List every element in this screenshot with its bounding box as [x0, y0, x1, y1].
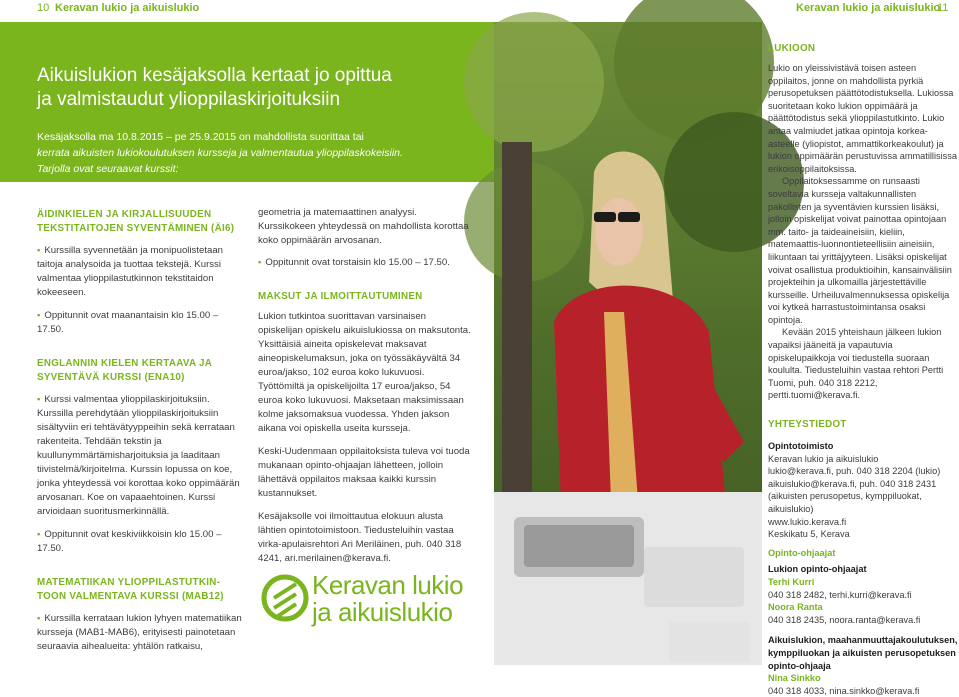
- page-number-left: 10: [37, 2, 50, 14]
- website-link[interactable]: www.lukio.kerava.fi: [768, 516, 847, 527]
- heading-contacts: YHTEYSTIEDOT: [768, 419, 847, 431]
- running-header: [0, 0, 959, 18]
- list-item: • Oppitunnit ovat keskiviikkoisin klo 15.00 – 17.50.: [37, 529, 222, 554]
- bullet-icon: •: [37, 310, 41, 321]
- list-item: • Kurssi valmentaa ylioppilaskirjoituksiin.: [37, 394, 210, 405]
- bullet-icon: •: [37, 529, 41, 540]
- list-item: • Oppitunnit ovat torstaisin klo 15.00 – 17.50.: [258, 257, 450, 268]
- list-item: • Kurssilla kerrataan lukion lyhyen matematiikan kursseja (MAB1-MAB6), erityisesti painotetaan seuraavia aihealueita: yhtälön ratkaisu,: [37, 613, 242, 652]
- heading-mab12: MATEMATIIKAN YLIOPPILASTUTKIN- TOON VALMENTAVA KURSSI (MAB12): [37, 577, 224, 602]
- logo-line-1: Keravan lukio: [312, 570, 464, 600]
- bullet-icon: •: [258, 257, 262, 268]
- school-logo: [262, 570, 492, 632]
- list-item: • Oppitunnit ovat maanantaisin klo 15.00 – 17.50.: [37, 310, 219, 335]
- heading-ai6: ÄIDINKIELEN JA KIRJALLISUUDEN TEKSTITAITOJEN SYVENTÄMINEN (ÄI6): [37, 209, 235, 234]
- column-right: LUKIOON Lukio on yleissivistävä toisen asteen oppilaitos, jonne on mahdollista pyrkiä perusopetuksen päättötodistuksella. Lukiossa suoritetaan koko lukion oppimäärä ja päättötodistus sekä ylioppilastutkinto. Lukio antaa valmiudet jatkaa opintoja korkea-asteelle (yliopistot, ammattikorkeakoulut) ja lukion oppimäärän perustuvissa ammatillisissa erikoisoppilaitoksissa. Oppilaitoksessamme on runsaasti soveltavia kursseja valtakunnallisten pakollisten ja syventävien kurssien lisäksi, jolloin opiskelijat voivat painottaa opintojaan mm. taito- ja taideaineisiin, kieliin, matemaattis-luonnontieteellisiin aineisiin, liikuntaan tai yrittäjyyteen. Lisäksi opiskelijat voivat osallistua produktioihin, kansainvälisiin projekteihin ja ulkomailla järjestettäville kursseille. Urheiluvalmennuksessa opiskelija voi kytkeä harrastustoimintansa osaksi opintoja. Kevään 2015 yhteishaun jälkeen lukion vapaiksi jääneitä ja vapautuvia opiskelupaikkoja voi tiedustella suoraan koululta. Tiedusteluihin vastaa rehtori Pertti Tuomi, puh. 040 318 2212, pertti.tuomi@kerava.fi. YHTEYSTIEDOT Opintotoimisto Keravan lukio ja aikuislukio lukio@kerava.fi, puh. 040 318 2204 (lukio) aikuislukio@kerava.fi, puh. 040 318 2431 (aikuisten perusopetus, kymppiluokat, aikuislukio) www.lukio.kerava.fi Keskikatu 5, Kerava Opinto-ohjaajat Lukion opinto-ohjaajat Terhi Kurri 040 318 2482, terhi.kurri@kerava.fi Noora Ranta 040 318 2435, noora.ranta@kerava.fi Aikuislukion, maahanmuuttajakoulutuksen, kymppiluokan ja aikuisten perusopetuksen opinto-ohjaaja Nina Sinkko 040 318 4033, nina.sinkko@kerava.fi: [768, 43, 958, 696]
- heading-ena10: ENGLANNIN KIELEN KERTAAVA JA SYVENTÄVÄ KURSSI (ENA10): [37, 358, 213, 383]
- heading-lukioon: LUKIOON: [768, 43, 816, 54]
- logo-mark-icon: [262, 570, 308, 626]
- ena10-description: Kurssilla perehdytään ylioppilaskirjoituksiin sisältyviin eri tehtävätyyppeihin sekä kerrataan rakenteita. Tehdään tekstin ja kuullunymmärtämisharjoituksia ja laaditaan tiivistelmä/kirjoitelma. Kurssin lopussa on koe, jonka yhteydessä voi korottaa koko oppimäärän arvosanan. Koe on vapaaehtoinen. Kurssi arvioidaan suoritusmerkinnällä.: [37, 408, 240, 517]
- summer-course-photo: [494, 22, 762, 665]
- page-title: Aikuislukion kesäjaksolla kertaat jo opittua ja valmistaudut ylioppilaskirjoituksiin: [37, 65, 392, 110]
- heading-fees: MAKSUT JA ILMOITTAUTUMINEN: [258, 291, 423, 302]
- column-middle: geometria ja matemaattinen analyysi. Kurssikokeen yhteydessä on mahdollista korottaa koko oppimäärän arvosanan. • Oppitunnit ovat torstaisin klo 15.00 – 17.50. MAKSUT JA ILMOITTAUTUMINEN Lukion tutkintoa suorittavan varsinaisen opiskelijan opiskelu aikuislukiossa on maksutonta. Yksittäisiä aineita opiskelevat maksavat aineopiskelumaksun, joka on työssäkäyvältä 34 euroa/jakso, 102 euroa koko lukuvuosi. Työttömiltä ja opiskelijoilta 17 euroa/jakso, 54 euroa koko lukuvuosi. Maksetaan maksimissaan kolme jaksomaksua vuodessa. Yhden jakson aikana voi opiskella useita kursseja. Keski-Uudenmaan oppilaitoksista tuleva voi tuoda mukanaan opinto-ohjaajan lähetteen, jolloin lähettävä oppilaitos maksaa kaikki kurssin kustannukset. Kesäjaksolle voi ilmoittautua elokuun alusta lähtien opintotoimistoon. Tiedusteluihin vastaa virka-apulaisrehtori Ari Meriläinen, puh. 040 318 4241, ari.merilainen@kerava.fi.: [258, 207, 471, 564]
- bullet-icon: •: [37, 613, 41, 624]
- bullet-icon: •: [37, 245, 41, 256]
- page-number-right: 11: [937, 2, 949, 14]
- logo-line-2: ja aikuislukio: [312, 597, 453, 627]
- running-title-left: Keravan lukio ja aikuislukio: [55, 2, 200, 14]
- bullet-icon: •: [37, 394, 41, 405]
- intro-text: Kesäjaksolla ma 10.8.2015 – pe 25.9.2015 on mahdollista suorittaa tai kerrata aikuisten lukiokoulutuksen kursseja ja valmentautua ylioppilaskokeisiin. Tarjolla ovat seuraavat kurssit:: [37, 131, 403, 175]
- list-item: • Kurssilla syvennetään ja monipuolistetaan taitoja analysoida ja tuottaa tekstejä. Kurssi valmentaa ylioppilastutkinnon tekstitaidon kokeeseen.: [37, 245, 224, 298]
- column-left: [37, 208, 247, 654]
- running-title-right: Keravan lukio ja aikuislukio: [796, 2, 941, 14]
